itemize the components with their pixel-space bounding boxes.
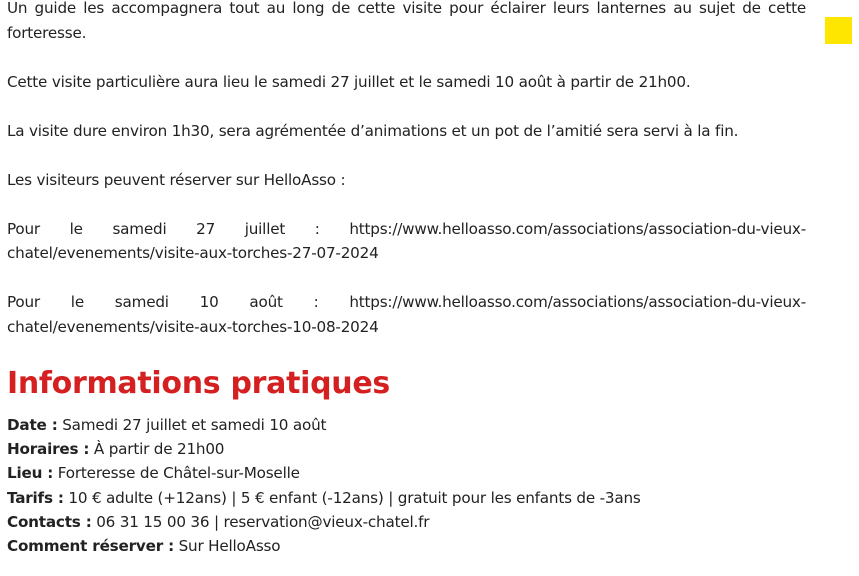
info-value-booking: Sur HelloAsso bbox=[173, 537, 281, 556]
info-line-place bbox=[7, 461, 806, 485]
dates-paragraph: Cette visite particulière aura lieu le samedi 27 juillet et le samedi 10 août à partir de 21h00. bbox=[7, 72, 691, 91]
info-value-hours: À partir de 21h00 bbox=[89, 440, 225, 459]
yellow-square-icon[interactable] bbox=[825, 17, 852, 44]
booking-link-july-paragraph: Pour le samedi 27 juillet : https://www.helloasso.com/associations/association-du-vieux-chatel/evenements/visite-aux-torches-27-07-2024 bbox=[7, 219, 806, 262]
booking-intro-paragraph: Les visiteurs peuvent réserver sur HelloAsso : bbox=[7, 170, 346, 189]
info-label-prices: Tarifs : bbox=[7, 488, 64, 507]
article-content bbox=[7, 0, 806, 558]
info-line-date bbox=[7, 413, 806, 437]
info-label-hours: Horaires : bbox=[7, 440, 90, 459]
info-line-booking bbox=[7, 534, 806, 558]
practical-info-heading: Informations pratiques bbox=[7, 366, 390, 401]
practical-info-list bbox=[7, 413, 806, 558]
info-line-contacts bbox=[7, 510, 806, 534]
info-label-date: Date : bbox=[7, 416, 58, 434]
info-value-contacts: 06 31 15 00 36 | reservation@vieux-chatel.fr bbox=[91, 512, 430, 531]
duration-paragraph: La visite dure environ 1h30, sera agrémentée d’animations et un pot de l’amitié sera servi à la fin. bbox=[7, 121, 739, 140]
booking-link-august-paragraph: Pour le samedi 10 août : https://www.helloasso.com/associations/association-du-vieux-chatel/evenements/visite-aux-torches-10-08-2024 bbox=[7, 293, 806, 336]
info-value-date: Samedi 27 juillet et samedi 10 août bbox=[57, 416, 327, 434]
info-value-place: Forteresse de Châtel-sur-Moselle bbox=[53, 464, 300, 483]
info-label-contacts: Contacts : bbox=[7, 512, 92, 531]
info-label-place: Lieu : bbox=[7, 464, 54, 483]
guide-paragraph: Un guide les accompagnera tout au long de cette visite pour éclairer leurs lanternes au sujet de cette forteresse. bbox=[7, 0, 806, 42]
info-label-booking: Comment réserver : bbox=[7, 537, 174, 556]
info-line-hours bbox=[7, 437, 806, 461]
info-line-prices bbox=[7, 486, 806, 510]
info-value-prices: 10 € adulte (+12ans) | 5 € enfant (-12ans) | gratuit pour les enfants de -3ans bbox=[63, 488, 641, 507]
